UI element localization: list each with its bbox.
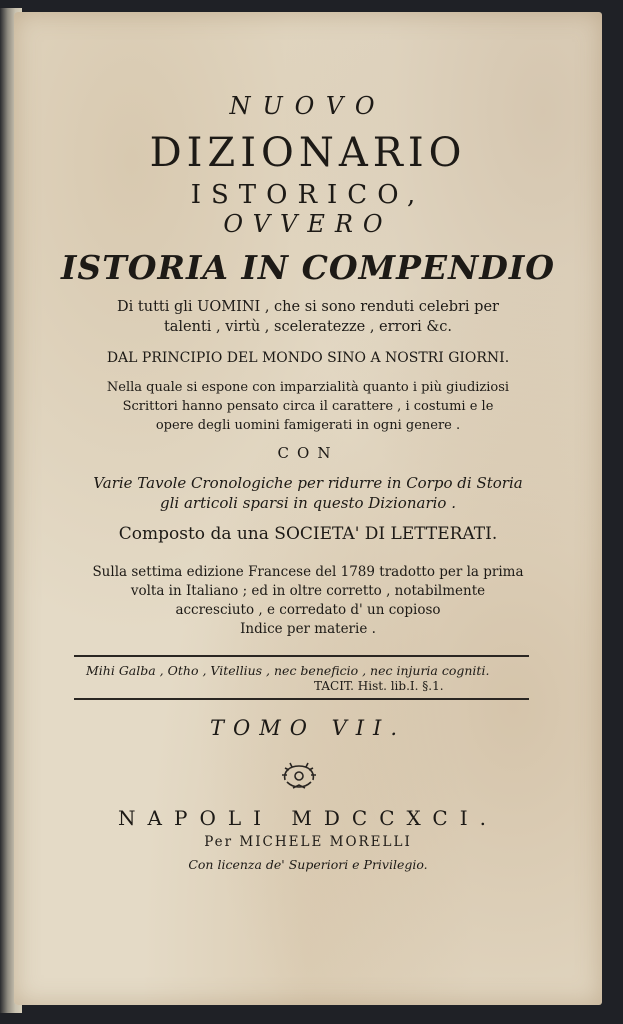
- wreath-ornament-icon: [279, 760, 319, 792]
- volume-number: TOMO VII.: [209, 716, 407, 740]
- edition-line-3: accresciuto , e corredato d' un copioso: [175, 602, 441, 618]
- title-line-istoria: ISTORIA IN COMPENDIO: [60, 248, 556, 287]
- edition-line-4: Indice per materie .: [240, 621, 376, 637]
- description-line-1: Nella quale si espone con imparzialità quanto i più giudiziosi: [106, 380, 510, 395]
- title-line-dizionario: DIZIONARIO: [149, 130, 467, 176]
- description-line-2: Scrittori hanno pensato circa il carattere , i costumi e le: [122, 399, 494, 414]
- edition-line-2: volta in Italiano ; ed in oltre corretto , notabilmente: [130, 583, 486, 599]
- imprint-printer: Per MICHELE MORELLI: [204, 834, 412, 850]
- subtitle-line-2: talenti , virtù , sceleratezze , errori &c.: [163, 319, 453, 335]
- edition-line-1: Sulla settima edizione Francese del 1789 tradotto per la prima: [92, 564, 524, 580]
- title-line-ovvero: OVVERO: [223, 210, 393, 238]
- author-line: Composto da una SOCIETA' DI LETTERATI.: [118, 524, 498, 544]
- rule-bottom: [74, 698, 529, 700]
- title-line-nuovo: NUOVO: [229, 92, 387, 120]
- tables-line-1: Varie Tavole Cronologiche per ridurre in Corpo di Storia: [93, 474, 523, 492]
- tables-line-2: gli articoli sparsi in questo Dizionario .: [160, 494, 456, 512]
- subtitle-line-3: DAL PRINCIPIO DEL MONDO SINO A NOSTRI GIORNI.: [106, 350, 510, 366]
- epigraph-source: TACIT. Hist. lib.I. §.1.: [314, 679, 444, 693]
- title-line-istorico: ISTORICO,: [190, 180, 426, 210]
- epigraph: Mihi Galba , Otho , Vitellius , nec beneficio , nec injuria cogniti.: [86, 663, 490, 678]
- con-line: CON: [277, 444, 339, 462]
- description-line-3: opere degli uomini famigerati in ogni genere .: [155, 418, 461, 433]
- subtitle-line-1: Di tutti gli UOMINI , che si sono renduti celebri per: [117, 299, 499, 315]
- title-page: [14, 12, 602, 1005]
- rule-top: [74, 655, 529, 657]
- imprint-license: Con licenza de' Superiori e Privilegio.: [188, 857, 428, 872]
- imprint-place-date: NAPOLI MDCCXCI.: [118, 806, 498, 830]
